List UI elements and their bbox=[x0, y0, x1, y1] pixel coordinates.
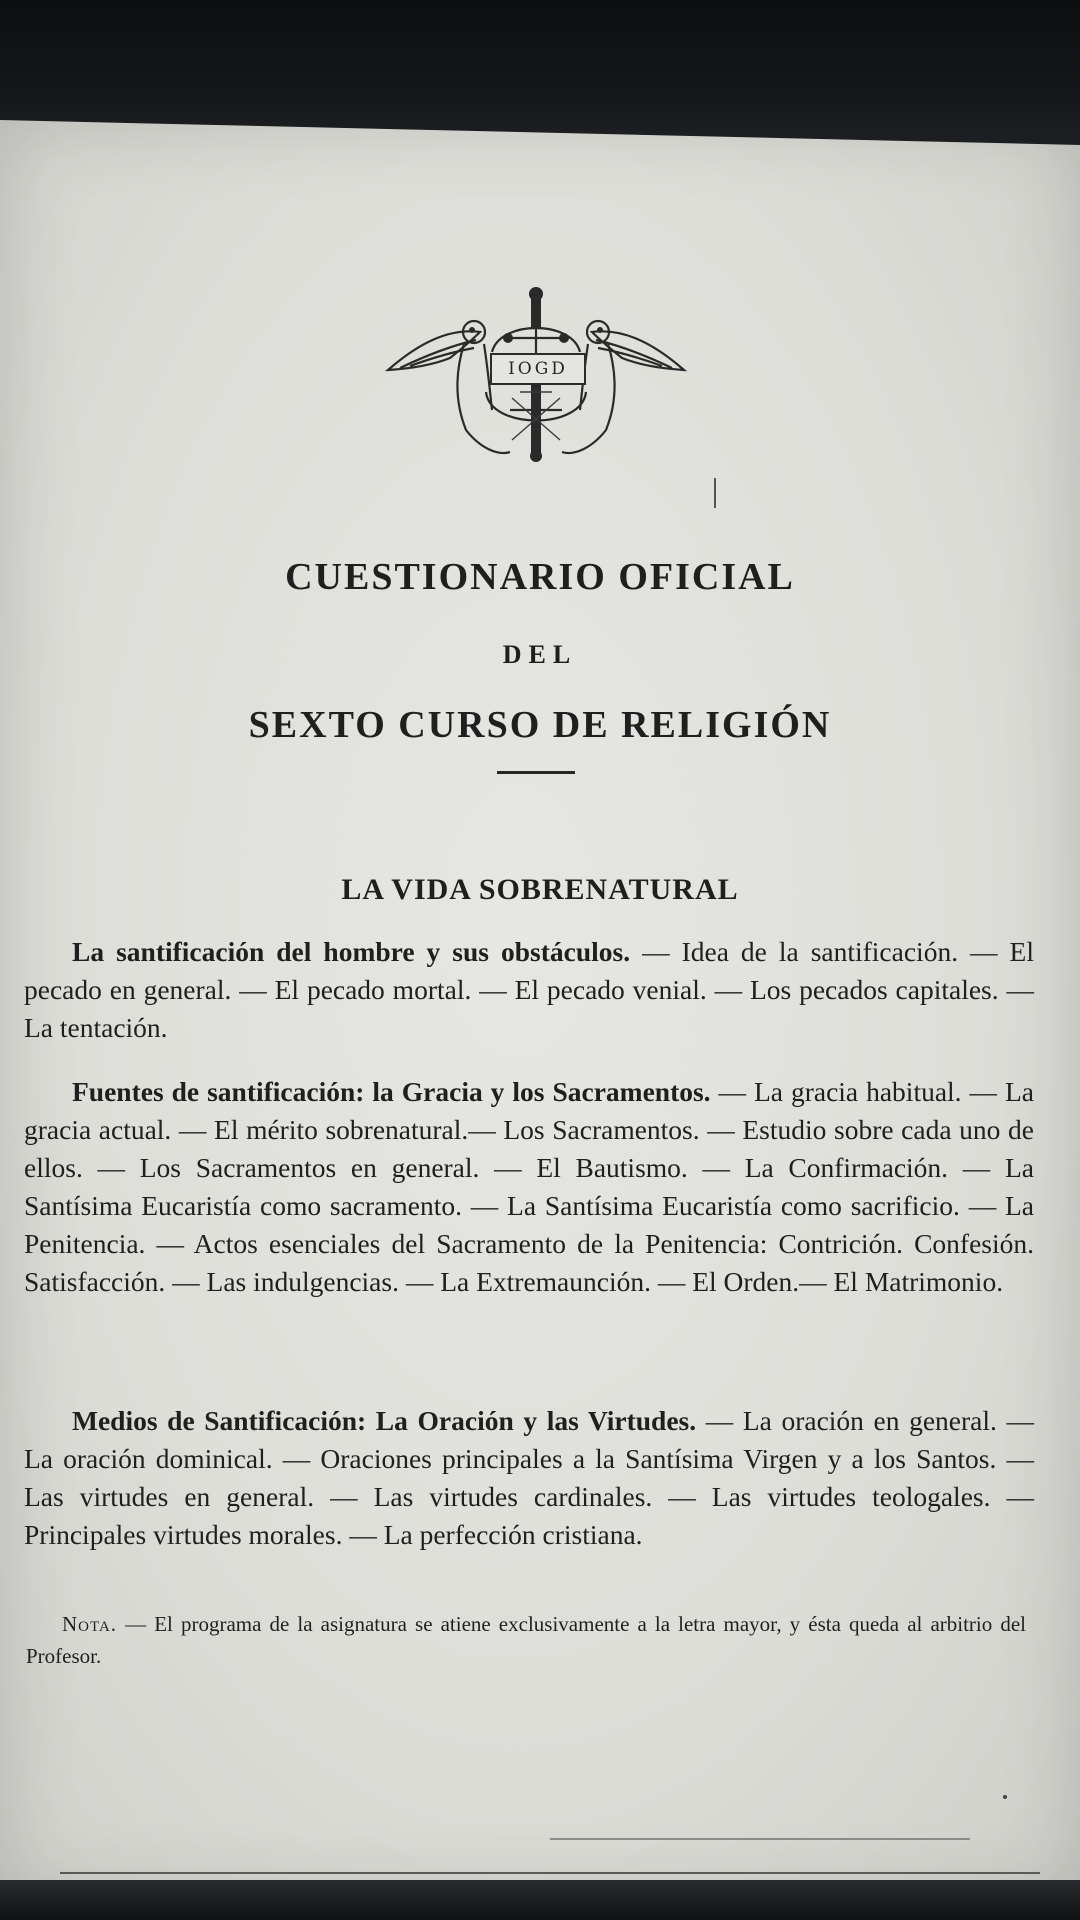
paragraph-body: — La oración en general. — La oración dominical. — Oraciones principales a la Santísima Virgen y a los Santos. — Las virtudes en general. — Las virtudes cardinales. — Las virtudes teologales. — Principales virtudes morales. — La perfección cristiana. bbox=[24, 1405, 1034, 1550]
title-divider bbox=[497, 771, 575, 774]
paragraph-santificacion bbox=[24, 933, 1034, 1047]
page-edge-line bbox=[60, 1872, 1040, 1874]
page-edge-line bbox=[550, 1838, 970, 1840]
paragraph-heading: Fuentes de santificación: la Gracia y los Sacramentos. bbox=[72, 1076, 711, 1107]
section-subtitle: LA VIDA SOBRENATURAL bbox=[341, 872, 739, 906]
paragraph-fuentes bbox=[24, 1073, 1034, 1301]
title-line-3: SEXTO CURSO DE RELIGIÓN bbox=[248, 704, 832, 746]
paragraph-body: — La gracia habitual. — La gracia actual. — El mérito sobrenatural.— Los Sacramentos. — Estudio sobre cada uno de ellos. — Los Sacramentos en general. — El Bautismo. — La Confirmación. — La Santísima Eucaristía como sacramento. — La Santísima Eucaristía como sacrificio. — La Penitencia. — Actos esenciales del Sacramento de la Penitencia: Contrición. Confesión. Satisfacción. — Las indulgencias. — La Extremaunción. — El Orden.— El Matrimonio. bbox=[24, 1076, 1034, 1297]
ink-speck bbox=[1003, 1795, 1007, 1799]
note-paragraph bbox=[26, 1608, 1026, 1672]
cross-with-angels-emblem-icon bbox=[380, 280, 692, 466]
title-line-2: DEL bbox=[502, 640, 578, 669]
title-line-1: CUESTIONARIO OFICIAL bbox=[285, 556, 795, 598]
paragraph-heading: La santificación del hombre y sus obstáculos. bbox=[72, 936, 631, 967]
paragraph-body: — Idea de la santificación. — El pecado en general. — El pecado mortal. — El pecado venial. — Los pecados capitales. — La tentación. bbox=[24, 936, 1034, 1043]
pen-mark bbox=[714, 478, 716, 508]
paragraph-heading: Medios de Santificación: La Oración y las Virtudes. bbox=[72, 1405, 697, 1436]
paragraph-medios bbox=[24, 1402, 1034, 1554]
photo-bottom-edge bbox=[0, 1880, 1080, 1920]
note-label: Nota. bbox=[62, 1612, 118, 1636]
note-text: — El programa de la asignatura se atiene exclusivamente a la letra mayor, y ésta queda al arbitrio del Profesor. bbox=[26, 1612, 1026, 1668]
emblem-label: IOGD bbox=[490, 353, 586, 385]
